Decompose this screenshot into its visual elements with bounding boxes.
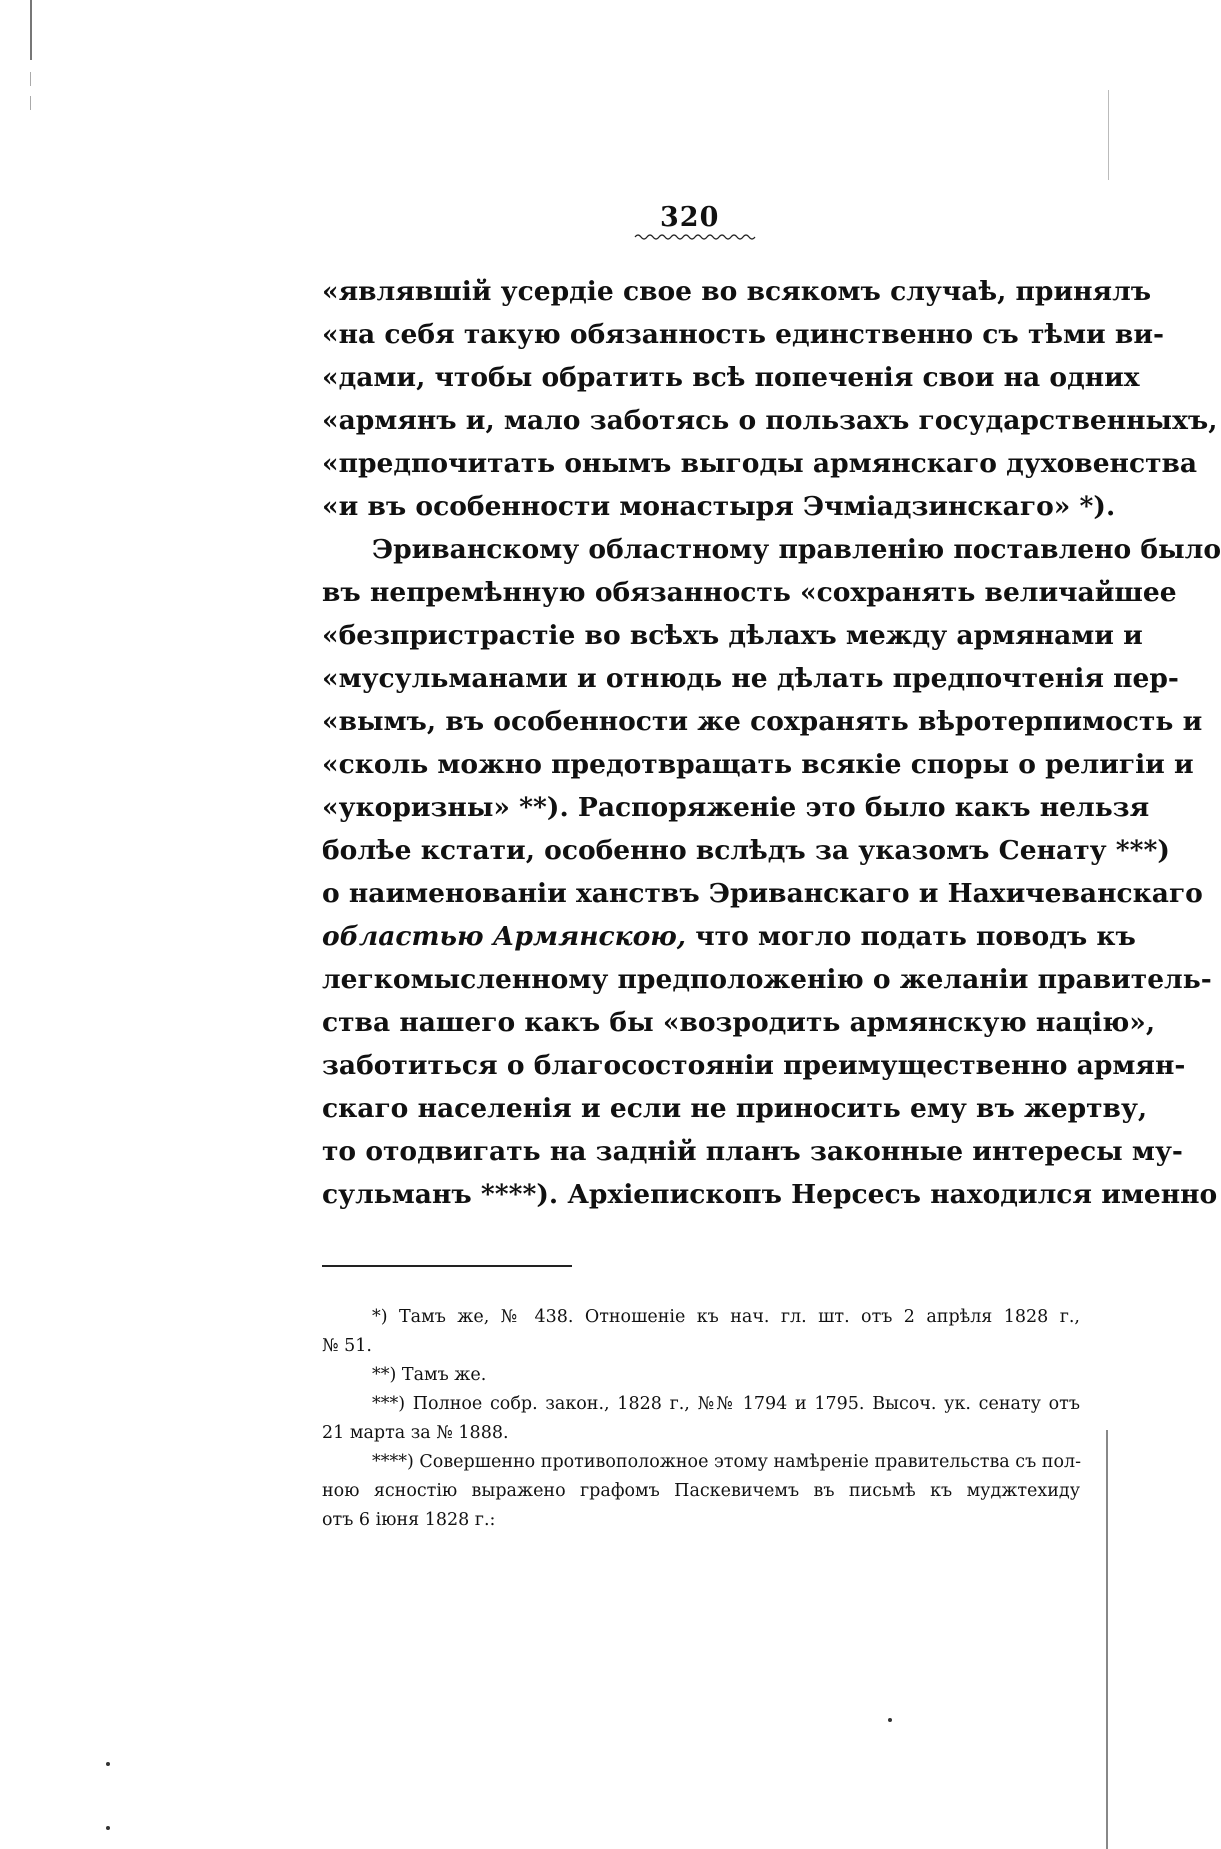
text-line: болѣе кстати, особенно вслѣдъ за указомъ Сенату ***) bbox=[322, 835, 1170, 866]
footnotes bbox=[322, 1303, 1080, 1535]
text-line: заботиться о благосостояніи преимущественно армян- bbox=[322, 1050, 1186, 1081]
scan-speck bbox=[106, 1826, 110, 1830]
text-line: «армянъ и, мало заботясь о пользахъ государственныхъ, bbox=[322, 405, 1218, 436]
text-line: сульманъ ****). Архіепископъ Нерсесъ находился именно bbox=[322, 1179, 1218, 1210]
footnote-line: ***) Полное собр. закон., 1828 г., №№ 1794 и 1795. Высоч. ук. сенату отъ bbox=[372, 1394, 1080, 1414]
text-line: о наименованіи ханствъ Эриванскаго и Нахичеванскаго bbox=[322, 878, 1203, 909]
footnote-line: ****) Совершенно противоположное этому намѣреніе правительства съ пол- bbox=[372, 1452, 1082, 1472]
text-line: «укоризны» **). Распоряженіе это было какъ нельзя bbox=[322, 792, 1150, 823]
text-line-with-italic bbox=[322, 915, 1136, 958]
footnote-line: 21 марта за № 1888. bbox=[322, 1423, 509, 1443]
text-line: въ непремѣнную обязанность «сохранять величайшее bbox=[322, 577, 1177, 608]
footnote-line: **) Тамъ же. bbox=[372, 1365, 487, 1385]
text-line: «мусульманами и отнюдь не дѣлать предпочтенія пер- bbox=[322, 663, 1179, 694]
footnote-line: отъ 6 іюня 1828 г.: bbox=[322, 1510, 496, 1530]
text-line: «и въ особенности монастыря Эчміадзинскаго» *). bbox=[322, 491, 1116, 522]
paragraph-start-line: Эриванскому областному правленію поставлено было bbox=[372, 534, 1221, 565]
text-line-remainder: что могло подать поводъ къ bbox=[695, 921, 1136, 952]
text-line: «сколь можно предотвращать всякіе споры о религіи и bbox=[322, 749, 1194, 780]
scan-edge-left bbox=[30, 0, 32, 60]
text-line: скаго населенія и если не приносить ему въ жертву, bbox=[322, 1093, 1148, 1124]
italic-phrase: областью Армянскою, bbox=[322, 921, 687, 952]
footnote-line: *) Тамъ же, № 438. Отношеніе къ нач. гл. шт. отъ 2 апрѣля 1828 г., bbox=[372, 1307, 1080, 1327]
scan-speck bbox=[888, 1718, 892, 1722]
text-line: «предпочитать онымъ выгоды армянскаго духовенства bbox=[322, 448, 1198, 479]
page-number: 320 bbox=[660, 202, 720, 233]
text-line: «вымъ, въ особенности же сохранять вѣротерпимость и bbox=[322, 706, 1203, 737]
text-line: «безпристрастіе во всѣхъ дѣлахъ между армянами и bbox=[322, 620, 1143, 651]
text-line: то отодвигать на задній планъ законные интересы му- bbox=[322, 1136, 1183, 1167]
text-line: ства нашего какъ бы «возродить армянскую націю», bbox=[322, 1007, 1156, 1038]
footnote-line: ною ясностію выражено графомъ Паскевичемъ въ письмѣ къ муджтехиду bbox=[322, 1481, 1080, 1501]
text-line: легкомысленному предположенію о желаніи правитель- bbox=[322, 964, 1212, 995]
body-text bbox=[322, 270, 1221, 1216]
scan-speck bbox=[106, 1762, 110, 1766]
text-line: «на себя такую обязанность единственно съ тѣми ви- bbox=[322, 319, 1164, 350]
footnote-line: № 51. bbox=[322, 1336, 372, 1356]
scan-edge-left-mark bbox=[30, 96, 31, 110]
text-line: «являвшій усердіе свое во всякомъ случаѣ, принялъ bbox=[322, 276, 1152, 307]
page-number-wavy-ornament bbox=[635, 232, 755, 242]
text-line: «дами, чтобы обратить всѣ попеченія свои на одних bbox=[322, 362, 1140, 393]
scan-edge-left-mark bbox=[30, 72, 31, 86]
footnote-separator bbox=[322, 1265, 572, 1267]
scan-edge-right-top bbox=[1108, 90, 1109, 180]
scan-edge-right bbox=[1106, 1430, 1108, 1849]
